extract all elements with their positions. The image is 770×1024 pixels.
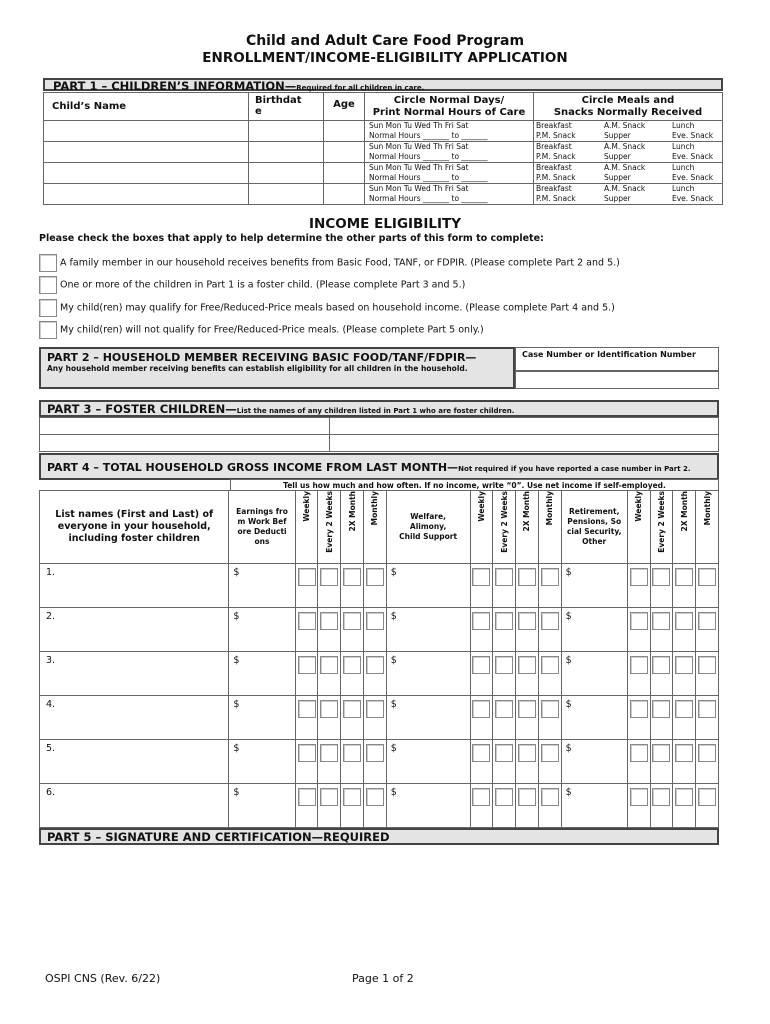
- retirement-freq-cell: [627, 740, 650, 784]
- retirement-monthly-checkbox[interactable]: [698, 744, 716, 762]
- earnings-amount-field[interactable]: [229, 652, 295, 696]
- welfare-freq-cell: [516, 696, 539, 740]
- welfare-freq-cell: [493, 696, 516, 740]
- welfare-amount-field[interactable]: [386, 740, 470, 784]
- earnings-freq-cell: [341, 652, 364, 696]
- age-field[interactable]: [324, 163, 365, 184]
- part1-note: Required for all children in care.: [296, 84, 425, 92]
- welfare-monthly-checkbox[interactable]: [541, 788, 559, 806]
- earnings-freq-cell: [363, 652, 386, 696]
- retirement-2x-month-checkbox[interactable]: [675, 744, 693, 762]
- retirement-freq-cell: [650, 564, 673, 608]
- earnings-every-2-weeks-checkbox[interactable]: [320, 612, 338, 630]
- child-name-field[interactable]: [44, 163, 249, 184]
- welfare-weekly-checkbox[interactable]: [472, 788, 490, 806]
- retirement-monthly-checkbox[interactable]: [698, 700, 716, 718]
- earnings-freq-cell: [363, 696, 386, 740]
- household-member-name-field[interactable]: [40, 740, 229, 784]
- earnings-monthly-checkbox[interactable]: [366, 744, 384, 762]
- income-row: [40, 740, 719, 784]
- retirement-2x-month-checkbox[interactable]: [675, 612, 693, 630]
- welfare-freq-cell: [470, 608, 493, 652]
- earnings-weekly-checkbox[interactable]: [298, 656, 316, 674]
- dollar-sign: $: [390, 699, 397, 710]
- child-name-field[interactable]: [44, 121, 249, 142]
- dollar-sign: $: [233, 699, 240, 710]
- retirement-every-2-weeks-checkbox[interactable]: [652, 788, 670, 806]
- retirement-freq-cell: [696, 740, 719, 784]
- retirement-weekly-checkbox[interactable]: [630, 612, 648, 630]
- retirement-freq-cell: [650, 740, 673, 784]
- freq-weekly-header: Weekly: [627, 491, 650, 564]
- retirement-every-2-weeks-checkbox[interactable]: [652, 612, 670, 630]
- earnings-freq-cell: [318, 652, 341, 696]
- welfare-every-2-weeks-checkbox[interactable]: [495, 788, 513, 806]
- retirement-amount-field[interactable]: [561, 608, 627, 652]
- child-row: [44, 184, 723, 205]
- welfare-freq-cell: [470, 652, 493, 696]
- income-row: [40, 608, 719, 652]
- age-header: Age: [324, 93, 365, 121]
- welfare-freq-cell: [493, 652, 516, 696]
- footer-page-number: Page 1 of 2: [352, 972, 414, 985]
- earnings-freq-cell: [295, 740, 318, 784]
- earnings-amount-field[interactable]: [229, 696, 295, 740]
- welfare-amount-field[interactable]: [386, 652, 470, 696]
- retirement-2x-month-checkbox[interactable]: [675, 568, 693, 586]
- part3-title: PART 3 – FOSTER CHILDREN—: [47, 402, 237, 416]
- dollar-sign: $: [565, 743, 572, 754]
- welfare-every-2-weeks-checkbox[interactable]: [495, 744, 513, 762]
- welfare-weekly-checkbox[interactable]: [472, 612, 490, 630]
- welfare-freq-cell: [470, 740, 493, 784]
- welfare-freq-cell: [538, 608, 561, 652]
- foster-name-field[interactable]: [330, 435, 719, 452]
- earnings-monthly-checkbox[interactable]: [366, 788, 384, 806]
- foster-name-field[interactable]: [330, 418, 719, 435]
- dollar-sign: $: [390, 655, 397, 666]
- income-row: [40, 564, 719, 608]
- welfare-freq-cell: [538, 784, 561, 828]
- welfare-freq-cell: [493, 564, 516, 608]
- earnings-freq-cell: [295, 652, 318, 696]
- welfare-freq-cell: [516, 740, 539, 784]
- days-hours-cell[interactable]: Sun Mon Tu Wed Th Fri Sat Normal Hours _______ to _______: [365, 121, 534, 142]
- welfare-weekly-checkbox[interactable]: [472, 568, 490, 586]
- names-header: List names (First and Last) of everyone in your household, including foster children: [40, 491, 229, 564]
- welfare-monthly-checkbox[interactable]: [541, 700, 559, 718]
- child-name-header: Child’s Name: [44, 93, 249, 121]
- retirement-freq-cell: [627, 608, 650, 652]
- retirement-freq-cell: [650, 784, 673, 828]
- earnings-freq-cell: [363, 740, 386, 784]
- welfare-2x-month-checkbox[interactable]: [518, 788, 536, 806]
- earnings-freq-cell: [295, 784, 318, 828]
- dollar-sign: $: [565, 699, 572, 710]
- part5-header: [39, 828, 719, 845]
- welfare-weekly-checkbox[interactable]: [472, 656, 490, 674]
- welfare-freq-cell: [470, 696, 493, 740]
- children-table: [43, 92, 723, 205]
- birthdate-header: Birthdat e: [249, 93, 324, 121]
- meals-header: Circle Meals and Snacks Normally Received: [534, 93, 723, 121]
- earnings-every-2-weeks-checkbox[interactable]: [320, 788, 338, 806]
- welfare-freq-cell: [493, 740, 516, 784]
- welfare-amount-field[interactable]: [386, 784, 470, 828]
- retirement-2x-month-checkbox[interactable]: [675, 788, 693, 806]
- welfare-weekly-checkbox[interactable]: [472, 744, 490, 762]
- retirement-amount-field[interactable]: [561, 564, 627, 608]
- welfare-freq-cell: [538, 740, 561, 784]
- freq-2x-header: 2X Month: [516, 491, 539, 564]
- retirement-weekly-checkbox[interactable]: [630, 656, 648, 674]
- retirement-amount-field[interactable]: [561, 652, 627, 696]
- row-number: 5.: [46, 743, 56, 754]
- welfare-freq-cell: [516, 784, 539, 828]
- part4-header: [39, 453, 719, 480]
- freq-monthly-header: Monthly: [696, 491, 719, 564]
- household-member-name-field[interactable]: [40, 784, 229, 828]
- welfare-freq-cell: [493, 608, 516, 652]
- earnings-freq-cell: [318, 784, 341, 828]
- retirement-freq-cell: [696, 564, 719, 608]
- dollar-sign: $: [565, 567, 572, 578]
- retirement-freq-cell: [627, 652, 650, 696]
- household-member-name-field[interactable]: [40, 608, 229, 652]
- freq-weekly-header: Weekly: [470, 491, 493, 564]
- earnings-freq-cell: [363, 608, 386, 652]
- part1-header: [43, 78, 723, 91]
- row-number: 1.: [46, 567, 56, 578]
- row-number: 4.: [46, 699, 56, 710]
- earnings-weekly-checkbox[interactable]: [298, 568, 316, 586]
- retirement-freq-cell: [650, 652, 673, 696]
- part2-header: [39, 347, 515, 389]
- days-hours-cell[interactable]: Sun Mon Tu Wed Th Fri Sat Normal Hours _______ to _______: [365, 163, 534, 184]
- meals-cell[interactable]: Breakfast A.M. Snack Lunch P.M. Snack Supper Eve. Snack: [534, 142, 723, 163]
- dollar-sign: $: [233, 787, 240, 798]
- case-number-field[interactable]: [515, 371, 719, 389]
- retirement-freq-cell: [673, 784, 696, 828]
- welfare-2x-month-checkbox[interactable]: [518, 700, 536, 718]
- part1-title: PART 1 – CHILDREN’S INFORMATION—: [53, 79, 297, 93]
- meals-cell[interactable]: Breakfast A.M. Snack Lunch P.M. Snack Supper Eve. Snack: [534, 184, 723, 205]
- dollar-sign: $: [390, 567, 397, 578]
- foster-name-field[interactable]: [40, 435, 330, 452]
- retirement-2x-month-checkbox[interactable]: [675, 700, 693, 718]
- retirement-weekly-checkbox[interactable]: [630, 788, 648, 806]
- dollar-sign: $: [390, 611, 397, 622]
- income-option-2: One or more of the children in Part 1 is a foster child. (Please complete Part 3 and 5.): [39, 276, 465, 295]
- welfare-header: Welfare, Alimony, Child Support: [386, 491, 470, 564]
- welfare-amount-field[interactable]: [386, 564, 470, 608]
- welfare-freq-cell: [516, 608, 539, 652]
- meals-cell[interactable]: Breakfast A.M. Snack Lunch P.M. Snack Supper Eve. Snack: [534, 121, 723, 142]
- case-number-label: Case Number or Identification Number: [515, 347, 719, 371]
- welfare-monthly-checkbox[interactable]: [541, 656, 559, 674]
- earnings-freq-cell: [318, 740, 341, 784]
- age-field[interactable]: [324, 121, 365, 142]
- welfare-freq-cell: [470, 564, 493, 608]
- form-subtitle: ENROLLMENT/INCOME-ELIGIBILITY APPLICATION: [202, 50, 568, 66]
- retirement-freq-cell: [696, 652, 719, 696]
- freq-monthly-header: Monthly: [363, 491, 386, 564]
- retirement-freq-cell: [673, 696, 696, 740]
- earnings-freq-cell: [318, 608, 341, 652]
- retirement-amount-field[interactable]: [561, 740, 627, 784]
- earnings-weekly-checkbox[interactable]: [298, 788, 316, 806]
- dollar-sign: $: [233, 743, 240, 754]
- child-row: [44, 121, 723, 142]
- income-option-3: My child(ren) may qualify for Free/Reduced-Price meals based on household income. (Please complete Part 4 and 5.): [39, 299, 615, 318]
- welfare-freq-cell: [538, 652, 561, 696]
- part2-title: PART 2 – HOUSEHOLD MEMBER RECEIVING BASIC FOOD/TANF/FDPIR—: [47, 351, 477, 364]
- earnings-freq-cell: [318, 696, 341, 740]
- days-header: Circle Normal Days/ Print Normal Hours of Care: [365, 93, 534, 121]
- freq-weekly-header: Weekly: [295, 491, 318, 564]
- retirement-freq-cell: [627, 696, 650, 740]
- earnings-freq-cell: [341, 784, 364, 828]
- earnings-freq-cell: [318, 564, 341, 608]
- welfare-every-2-weeks-checkbox[interactable]: [495, 656, 513, 674]
- welfare-every-2-weeks-checkbox[interactable]: [495, 612, 513, 630]
- birthdate-field[interactable]: [249, 163, 324, 184]
- income-row: [40, 652, 719, 696]
- freq-monthly-header: Monthly: [538, 491, 561, 564]
- freq-2x-header: 2X Month: [341, 491, 364, 564]
- welfare-amount-field[interactable]: [386, 608, 470, 652]
- dollar-sign: $: [565, 655, 572, 666]
- earnings-amount-field[interactable]: [229, 784, 295, 828]
- footer-revision: OSPI CNS (Rev. 6/22): [45, 972, 161, 985]
- household-income-checkbox[interactable]: [39, 299, 57, 317]
- dollar-sign: $: [390, 743, 397, 754]
- welfare-freq-cell: [493, 784, 516, 828]
- earnings-freq-cell: [295, 696, 318, 740]
- foster-child-checkbox[interactable]: [39, 276, 57, 294]
- household-member-name-field[interactable]: [40, 564, 229, 608]
- part3-note: List the names of any children listed in Part 1 who are foster children.: [236, 407, 515, 415]
- earnings-freq-cell: [295, 564, 318, 608]
- earnings-every-2-weeks-checkbox[interactable]: [320, 568, 338, 586]
- part2-note: Any household member receiving benefits can establish eligibility for all children in the household.: [47, 364, 468, 373]
- basic-food-checkbox[interactable]: [39, 254, 57, 272]
- earnings-amount-field[interactable]: [229, 564, 295, 608]
- form-title: Child and Adult Care Food Program: [245, 33, 525, 49]
- earnings-freq-cell: [341, 696, 364, 740]
- part5-title: PART 5 – SIGNATURE AND CERTIFICATION—REQUIRED: [47, 830, 390, 844]
- meals-cell[interactable]: Breakfast A.M. Snack Lunch P.M. Snack Supper Eve. Snack: [534, 163, 723, 184]
- welfare-monthly-checkbox[interactable]: [541, 744, 559, 762]
- welfare-freq-cell: [516, 652, 539, 696]
- row-number: 3.: [46, 655, 56, 666]
- welfare-2x-month-checkbox[interactable]: [518, 656, 536, 674]
- earnings-2x-month-checkbox[interactable]: [343, 788, 361, 806]
- retirement-monthly-checkbox[interactable]: [698, 656, 716, 674]
- retirement-freq-cell: [696, 784, 719, 828]
- freq-every2-header: Every 2 Weeks: [493, 491, 516, 564]
- retirement-monthly-checkbox[interactable]: [698, 568, 716, 586]
- retirement-freq-cell: [650, 696, 673, 740]
- earnings-freq-cell: [341, 608, 364, 652]
- freq-every2-header: Every 2 Weeks: [650, 491, 673, 564]
- part4-title: PART 4 – TOTAL HOUSEHOLD GROSS INCOME FROM LAST MONTH—: [47, 461, 459, 474]
- part4-tell-text: Tell us how much and how often. If no income, write “0”. Use net income if self-employed.: [230, 479, 719, 491]
- earnings-every-2-weeks-checkbox[interactable]: [320, 744, 338, 762]
- dollar-sign: $: [390, 787, 397, 798]
- earnings-freq-cell: [363, 784, 386, 828]
- retirement-weekly-checkbox[interactable]: [630, 568, 648, 586]
- earnings-freq-cell: [295, 608, 318, 652]
- retirement-freq-cell: [673, 608, 696, 652]
- welfare-every-2-weeks-checkbox[interactable]: [495, 568, 513, 586]
- retirement-freq-cell: [627, 784, 650, 828]
- income-option-1: A family member in our household receives benefits from Basic Food, TANF, or FDPIR. (Please complete Part 2 and 5.): [39, 254, 620, 273]
- dollar-sign: $: [565, 611, 572, 622]
- dollar-sign: $: [233, 611, 240, 622]
- birthdate-field[interactable]: [249, 121, 324, 142]
- income-table: [39, 490, 719, 828]
- foster-table: [39, 417, 719, 452]
- earnings-amount-field[interactable]: [229, 740, 295, 784]
- earnings-weekly-checkbox[interactable]: [298, 744, 316, 762]
- days-hours-cell[interactable]: Sun Mon Tu Wed Th Fri Sat Normal Hours _______ to _______: [365, 184, 534, 205]
- retirement-2x-month-checkbox[interactable]: [675, 656, 693, 674]
- earnings-monthly-checkbox[interactable]: [366, 612, 384, 630]
- earnings-2x-month-checkbox[interactable]: [343, 568, 361, 586]
- welfare-2x-month-checkbox[interactable]: [518, 744, 536, 762]
- income-instruction: Please check the boxes that apply to help determine the other parts of this form to complete:: [39, 233, 544, 244]
- earnings-weekly-checkbox[interactable]: [298, 700, 316, 718]
- earnings-header: Earnings from Work Before Deductions: [229, 491, 295, 564]
- retirement-every-2-weeks-checkbox[interactable]: [652, 744, 670, 762]
- earnings-monthly-checkbox[interactable]: [366, 568, 384, 586]
- welfare-freq-cell: [516, 564, 539, 608]
- earnings-2x-month-checkbox[interactable]: [343, 700, 361, 718]
- child-row: [44, 142, 723, 163]
- earnings-2x-month-checkbox[interactable]: [343, 612, 361, 630]
- retirement-monthly-checkbox[interactable]: [698, 788, 716, 806]
- income-row: [40, 784, 719, 828]
- child-name-field[interactable]: [44, 184, 249, 205]
- household-member-name-field[interactable]: [40, 696, 229, 740]
- child-row: [44, 163, 723, 184]
- earnings-freq-cell: [341, 564, 364, 608]
- birthdate-field[interactable]: [249, 184, 324, 205]
- earnings-monthly-checkbox[interactable]: [366, 700, 384, 718]
- row-number: 6.: [46, 787, 56, 798]
- earnings-freq-cell: [363, 564, 386, 608]
- welfare-2x-month-checkbox[interactable]: [518, 568, 536, 586]
- income-eligibility-title: INCOME ELIGIBILITY: [309, 216, 461, 232]
- child-name-field[interactable]: [44, 142, 249, 163]
- part4-note: Not required if you have reported a case number in Part 2.: [458, 465, 691, 473]
- retirement-freq-cell: [673, 564, 696, 608]
- dollar-sign: $: [233, 655, 240, 666]
- welfare-monthly-checkbox[interactable]: [541, 568, 559, 586]
- welfare-amount-field[interactable]: [386, 696, 470, 740]
- age-field[interactable]: [324, 142, 365, 163]
- welfare-freq-cell: [470, 784, 493, 828]
- freq-every2-header: Every 2 Weeks: [318, 491, 341, 564]
- retirement-every-2-weeks-checkbox[interactable]: [652, 568, 670, 586]
- retirement-freq-cell: [673, 740, 696, 784]
- retirement-freq-cell: [627, 564, 650, 608]
- welfare-freq-cell: [538, 564, 561, 608]
- retirement-monthly-checkbox[interactable]: [698, 612, 716, 630]
- retirement-amount-field[interactable]: [561, 696, 627, 740]
- not-qualify-checkbox[interactable]: [39, 321, 57, 339]
- earnings-monthly-checkbox[interactable]: [366, 656, 384, 674]
- foster-name-field[interactable]: [40, 418, 330, 435]
- retirement-every-2-weeks-checkbox[interactable]: [652, 656, 670, 674]
- retirement-every-2-weeks-checkbox[interactable]: [652, 700, 670, 718]
- row-number: 2.: [46, 611, 56, 622]
- freq-2x-header: 2X Month: [673, 491, 696, 564]
- income-option-4: My child(ren) will not qualify for Free/Reduced-Price meals. (Please complete Part 5 only.): [39, 321, 484, 340]
- dollar-sign: $: [565, 787, 572, 798]
- retirement-weekly-checkbox[interactable]: [630, 744, 648, 762]
- welfare-monthly-checkbox[interactable]: [541, 612, 559, 630]
- retirement-header: Retirement, Pensions, Social Security, Other: [561, 491, 627, 564]
- age-field[interactable]: [324, 184, 365, 205]
- earnings-amount-field[interactable]: [229, 608, 295, 652]
- earnings-freq-cell: [341, 740, 364, 784]
- birthdate-field[interactable]: [249, 142, 324, 163]
- welfare-freq-cell: [538, 696, 561, 740]
- dollar-sign: $: [233, 567, 240, 578]
- earnings-2x-month-checkbox[interactable]: [343, 656, 361, 674]
- part3-header: [39, 400, 719, 417]
- retirement-freq-cell: [650, 608, 673, 652]
- retirement-freq-cell: [673, 652, 696, 696]
- earnings-weekly-checkbox[interactable]: [298, 612, 316, 630]
- welfare-every-2-weeks-checkbox[interactable]: [495, 700, 513, 718]
- household-member-name-field[interactable]: [40, 652, 229, 696]
- retirement-freq-cell: [696, 696, 719, 740]
- welfare-weekly-checkbox[interactable]: [472, 700, 490, 718]
- income-row: [40, 696, 719, 740]
- retirement-weekly-checkbox[interactable]: [630, 700, 648, 718]
- days-hours-cell[interactable]: Sun Mon Tu Wed Th Fri Sat Normal Hours _______ to _______: [365, 142, 534, 163]
- welfare-2x-month-checkbox[interactable]: [518, 612, 536, 630]
- earnings-every-2-weeks-checkbox[interactable]: [320, 700, 338, 718]
- earnings-2x-month-checkbox[interactable]: [343, 744, 361, 762]
- earnings-every-2-weeks-checkbox[interactable]: [320, 656, 338, 674]
- retirement-amount-field[interactable]: [561, 784, 627, 828]
- retirement-freq-cell: [696, 608, 719, 652]
